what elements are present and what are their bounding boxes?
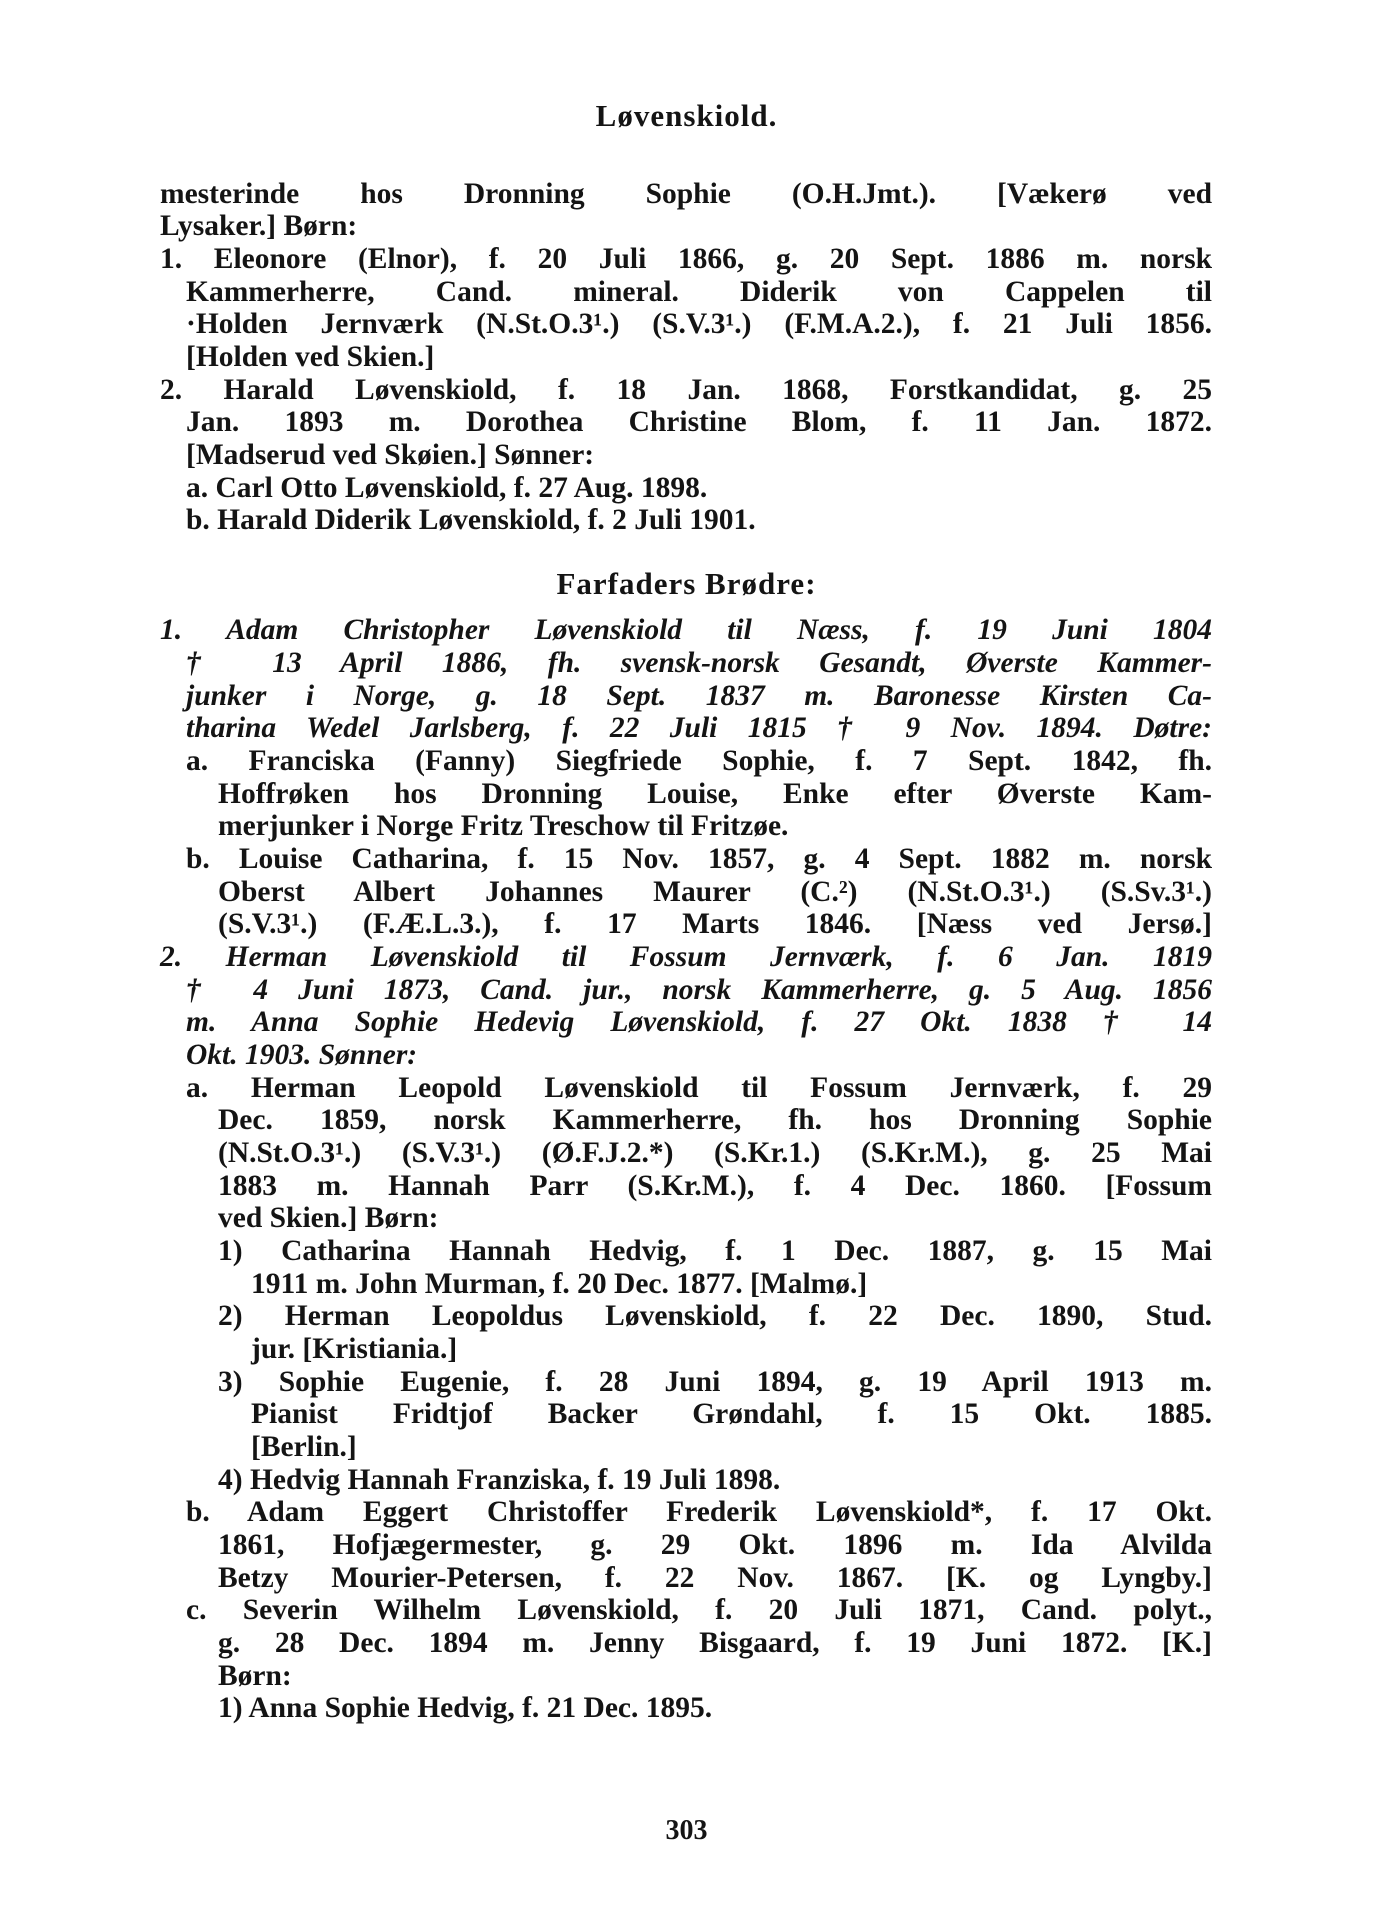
text-line: (S.V.3¹.) (F.Æ.L.3.), f. 17 Marts 1846. [Næss ved Jersø.] [218, 908, 1212, 940]
text-line: 1) Anna Sophie Hedvig, f. 21 Dec. 1895. [218, 1692, 713, 1724]
text-line: Jan. 1893 m. Dorothea Christine Blom, f. 11 Jan. 1872. [186, 406, 1212, 438]
text-line: 2) Herman Leopoldus Løvenskiold, f. 22 Dec. 1890, Stud. [218, 1300, 1212, 1332]
text-line: merjunker i Norge Fritz Treschow til Fritzøe. [218, 810, 789, 842]
text-line: Kammerherre, Cand. mineral. Diderik von Cappelen til [186, 276, 1212, 308]
text-line: m. Anna Sophie Hedevig Løvenskiold, f. 27 Okt. 1838 † 14 [186, 1006, 1212, 1038]
text-line: Lysaker.] Børn: [160, 210, 358, 242]
text-line: 4) Hedvig Hannah Franziska, f. 19 Juli 1898. [218, 1464, 781, 1496]
running-head: Løvenskiold. [595, 98, 778, 133]
text-line: Okt. 1903. Sønner: [186, 1039, 418, 1071]
text-line: junker i Norge, g. 18 Sept. 1837 m. Baronesse Kirsten Ca- [186, 680, 1212, 712]
text-line: a. Herman Leopold Løvenskiold til Fossum Jernværk, f. 29 [186, 1072, 1212, 1104]
text-line: c. Severin Wilhelm Løvenskiold, f. 20 Juli 1871, Cand. polyt., [186, 1594, 1212, 1626]
text-line: Dec. 1859, norsk Kammerherre, fh. hos Dronning Sophie [218, 1104, 1212, 1136]
text-line: 1. Eleonore (Elnor), f. 20 Juli 1866, g. 20 Sept. 1886 m. norsk [160, 243, 1212, 275]
text-line: [Berlin.] [251, 1431, 357, 1463]
text-line: 1911 m. John Murman, f. 20 Dec. 1877. [Malmø.] [251, 1268, 868, 1300]
text-line: b. Louise Catharina, f. 15 Nov. 1857, g. 4 Sept. 1882 m. norsk [186, 843, 1212, 875]
text-line: g. 28 Dec. 1894 m. Jenny Bisgaard, f. 19 Juni 1872. [K.] [218, 1627, 1212, 1659]
text-line: 1883 m. Hannah Parr (S.Kr.M.), f. 4 Dec. 1860. [Fossum [218, 1170, 1212, 1202]
text-line: [Holden ved Skien.] [186, 341, 435, 373]
text-line: Pianist Fridtjof Backer Grøndahl, f. 15 Okt. 1885. [251, 1398, 1212, 1430]
text-line: Hoffrøken hos Dronning Louise, Enke efter Øverste Kam- [218, 778, 1212, 810]
text-line: mesterinde hos Dronning Sophie (O.H.Jmt.). [Vækerø ved [160, 178, 1212, 210]
text-line: 2. Herman Løvenskiold til Fossum Jernværk, f. 6 Jan. 1819 [160, 941, 1212, 973]
text-line: 1) Catharina Hannah Hedvig, f. 1 Dec. 1887, g. 15 Mai [218, 1235, 1212, 1267]
text-line: 3) Sophie Eugenie, f. 28 Juni 1894, g. 19 April 1913 m. [218, 1366, 1212, 1398]
text-line: jur. [Kristiania.] [251, 1333, 458, 1365]
text-line: b. Adam Eggert Christoffer Frederik Løvenskiold*, f. 17 Okt. [186, 1496, 1212, 1528]
text-line: (N.St.O.3¹.) (S.V.3¹.) (Ø.F.J.2.*) (S.Kr.1.) (S.Kr.M.), g. 25 Mai [218, 1137, 1212, 1169]
page-number: 303 [665, 1815, 708, 1846]
text-line: † 13 April 1886, fh. svensk-norsk Gesandt, Øverste Kammer- [186, 647, 1212, 679]
text-line: Børn: [218, 1660, 292, 1692]
text-line: 1. Adam Christopher Løvenskiold til Næss, f. 19 Juni 1804 [160, 614, 1212, 646]
text-line: tharina Wedel Jarlsberg, f. 22 Juli 1815 † 9 Nov. 1894. Døtre: [186, 712, 1212, 744]
text-line: Oberst Albert Johannes Maurer (C.²) (N.St.O.3¹.) (S.Sv.3¹.) [218, 876, 1212, 908]
text-line: ved Skien.] Børn: [218, 1202, 439, 1234]
text-line: a. Franciska (Fanny) Siegfriede Sophie, f. 7 Sept. 1842, fh. [186, 745, 1212, 777]
text-line: a. Carl Otto Løvenskiold, f. 27 Aug. 1898. [186, 472, 708, 504]
text-line: ·Holden Jernværk (N.St.O.3¹.) (S.V.3¹.) (F.M.A.2.), f. 21 Juli 1856. [186, 308, 1212, 340]
text-line: [Madserud ved Skøien.] Sønner: [186, 439, 595, 471]
text-line: † 4 Juni 1873, Cand. jur., norsk Kammerherre, g. 5 Aug. 1856 [186, 974, 1212, 1006]
text-line: 1861, Hofjægermester, g. 29 Okt. 1896 m. Ida Alvilda [218, 1529, 1212, 1561]
section-heading: Farfaders Brødre: [556, 566, 817, 601]
text-line: b. Harald Diderik Løvenskiold, f. 2 Juli 1901. [186, 504, 756, 536]
text-line: 2. Harald Løvenskiold, f. 18 Jan. 1868, Forstkandidat, g. 25 [160, 374, 1212, 406]
text-line: Betzy Mourier-Petersen, f. 22 Nov. 1867. [K. og Lyngby.] [218, 1562, 1212, 1594]
